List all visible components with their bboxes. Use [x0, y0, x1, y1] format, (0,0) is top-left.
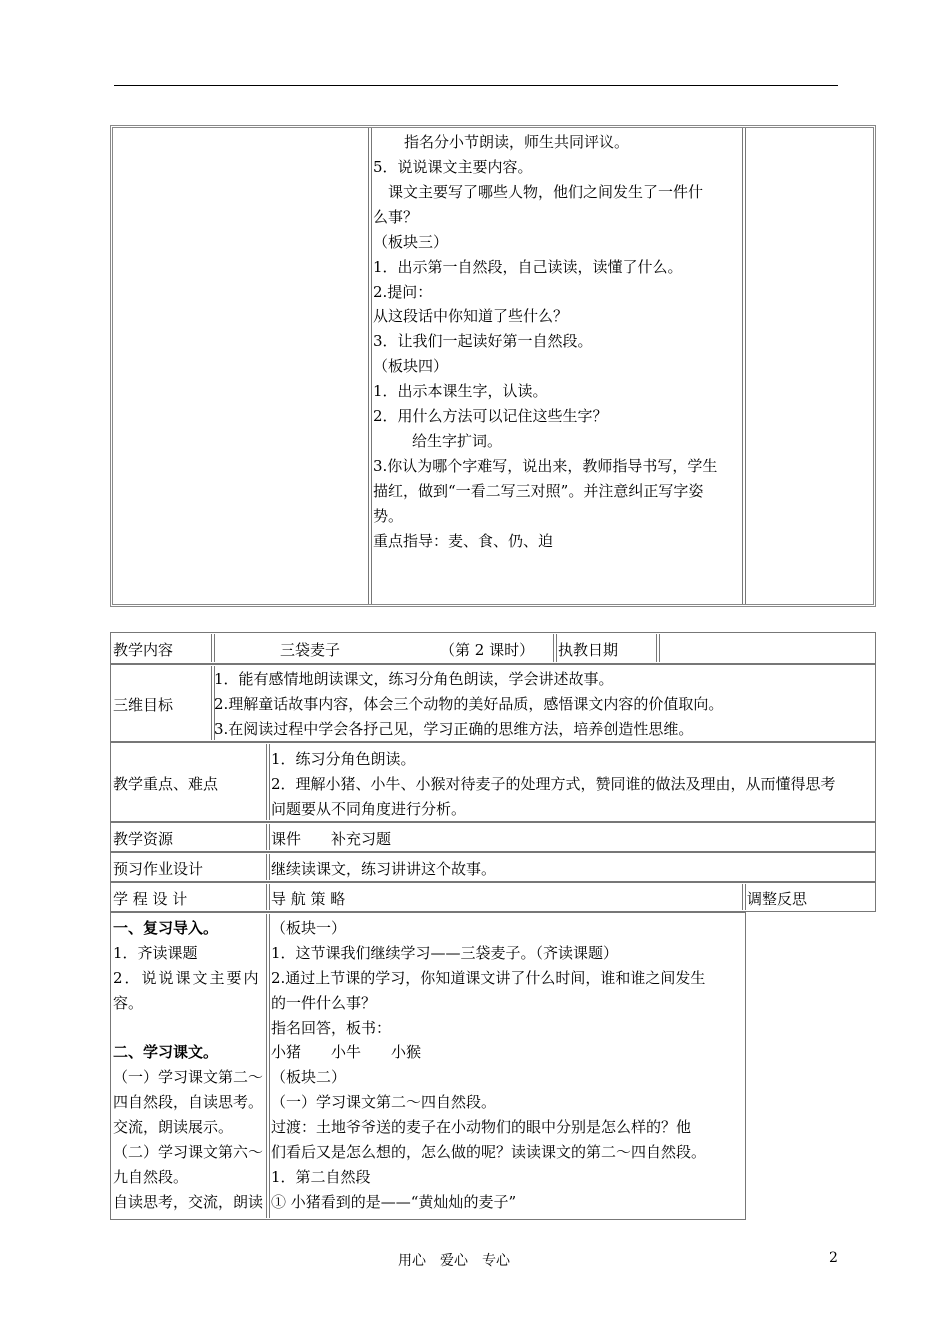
row5-divider: [269, 854, 270, 880]
strategy-line: 们看后又是怎么想的，怎么做的呢？读读课文的第二～四自然段。: [271, 1143, 707, 1161]
text-line: 1．出示第一自然段，自己读读，读懂了什么。: [373, 258, 683, 276]
goal-item: 2.理解童话故事内容，体会三个动物的美好品质，感悟课文内容的价值取向。: [214, 695, 724, 713]
resources-value: 课件 补充习题: [271, 830, 392, 848]
text-line: 从这段话中你知道了些什么？: [373, 307, 569, 325]
resources-label: 教学资源: [113, 830, 174, 848]
table1-divider-left-inner: [371, 128, 372, 604]
footer-motto: 用心 爱心 专心: [398, 1253, 510, 1269]
lesson-title: 三袋麦子: [280, 641, 341, 659]
text-line: （板块三）: [373, 233, 449, 251]
strategy-line: 2.通过上节课的学习，你知道课文讲了什么时间，谁和谁之间发生: [271, 969, 706, 987]
row6-divider: [742, 884, 743, 910]
text-line: 2.提问：: [373, 283, 433, 301]
strategy-line: ① 小猪看到的是——“黄灿灿的麦子”: [271, 1193, 517, 1211]
row3-divider: [266, 744, 267, 820]
row6-divider: [745, 884, 746, 910]
key-point: 2．理解小猪、小牛、小猴对待麦子的处理方式，赞同谁的做法及理由，从而懂得思考: [271, 775, 836, 793]
process-line: （一）学习课文第二～: [113, 1068, 264, 1086]
text-line: 1．出示本课生字，认读。: [373, 382, 548, 400]
row2-divider: [211, 666, 212, 740]
strategy-line: （板块一）: [271, 919, 347, 937]
process-line: （二）学习课文第六～: [113, 1143, 264, 1161]
text-line: 5．说说课文主要内容。: [373, 158, 533, 176]
strategy-line: （板块二）: [271, 1068, 347, 1086]
strategy-line: 1．这节课我们继续学习——三袋麦子。（齐读课题）: [271, 944, 619, 962]
row1-divider: [211, 634, 212, 662]
table1-divider-right: [742, 128, 743, 604]
text-line: 给生字扩词。: [412, 432, 503, 450]
text-line: （板块四）: [373, 357, 449, 375]
content-label: 教学内容: [113, 641, 174, 659]
goals-label: 三维目标: [113, 696, 174, 714]
strategy-line: 过渡：土地爷爷送的麦子在小动物们的眼中分别是怎么样的？他: [271, 1118, 692, 1136]
row4-divider: [266, 824, 267, 850]
text-line: 指名分小节朗读，师生共同评议。: [404, 133, 630, 151]
page-number: 2: [829, 1250, 838, 1266]
row1-divider: [553, 634, 554, 662]
row7-divider: [266, 914, 267, 1218]
strategy-line: 小猪 小牛 小猴: [271, 1043, 422, 1061]
row1-divider: [556, 634, 557, 662]
row6-divider: [266, 884, 267, 910]
process-line: 1．齐读课题: [113, 944, 198, 962]
process-line: 四自然段，自读思考。: [113, 1093, 264, 1111]
process-line: 容。: [113, 994, 144, 1012]
table1-divider-left: [368, 128, 369, 604]
process-line: 自读思考，交流，朗读: [113, 1193, 264, 1211]
process-line: 交流，朗读展示。: [113, 1118, 234, 1136]
process-line: 二、学习课文。: [113, 1043, 219, 1061]
header-rule: [114, 85, 838, 86]
row-resources: [110, 822, 876, 852]
text-line: 么事？: [373, 208, 419, 226]
strategy-line: 的一件什么事？: [271, 994, 377, 1012]
row3-divider: [269, 744, 270, 820]
strategy-header: 导 航 策 略: [271, 890, 346, 908]
text-line: 描红，做到“一看二写三对照”。并注意纠正写字姿: [373, 482, 704, 500]
text-line: 势。: [373, 507, 404, 525]
key-label: 教学重点、难点: [113, 775, 219, 793]
text-line: 课文主要写了哪些人物，他们之间发生了一件什: [388, 183, 704, 201]
strategy-line: 指名回答，板书：: [271, 1019, 392, 1037]
goal-item: 1．能有感情地朗读课文，练习分角色朗读，学会讲述故事。: [214, 670, 614, 688]
goal-item: 3.在阅读过程中学会各抒己见，学习正确的思维方法，培养创造性思维。: [214, 720, 694, 738]
date-label: 执教日期: [558, 641, 619, 659]
process-line: 九自然段。: [113, 1168, 189, 1186]
table1-divider-right-inner: [745, 128, 746, 604]
process-header: 学 程 设 计: [113, 890, 188, 908]
process-line: 2．说说课文主要内: [113, 969, 261, 987]
row1-divider: [214, 634, 215, 662]
row7-divider: [269, 914, 270, 1218]
strategy-line: （一）学习课文第二～四自然段。: [271, 1093, 497, 1111]
prep-value: 继续读课文，练习讲讲这个故事。: [271, 860, 497, 878]
reflect-header: 调整反思: [747, 890, 808, 908]
prep-label: 预习作业设计: [113, 860, 204, 878]
process-line: 一、复习导入。: [113, 919, 219, 937]
text-line: 2．用什么方法可以记住这些生字？: [373, 407, 608, 425]
text-line: 3.你认为哪个字难写，说出来，教师指导书写，学生: [373, 457, 718, 475]
row1-divider: [659, 634, 660, 662]
key-point: 1．练习分角色朗读。: [271, 750, 416, 768]
row6-divider: [269, 884, 270, 910]
lesson-period: （第 2 课时）: [440, 641, 535, 659]
key-point: 问题要从不同角度进行分析。: [271, 800, 467, 818]
row4-divider: [269, 824, 270, 850]
text-line: 重点指导：麦、食、仍、迫: [373, 532, 554, 550]
text-line: 3．让我们一起读好第一自然段。: [373, 332, 593, 350]
row5-divider: [266, 854, 267, 880]
row1-divider: [656, 634, 657, 662]
strategy-line: 1．第二自然段: [271, 1168, 371, 1186]
